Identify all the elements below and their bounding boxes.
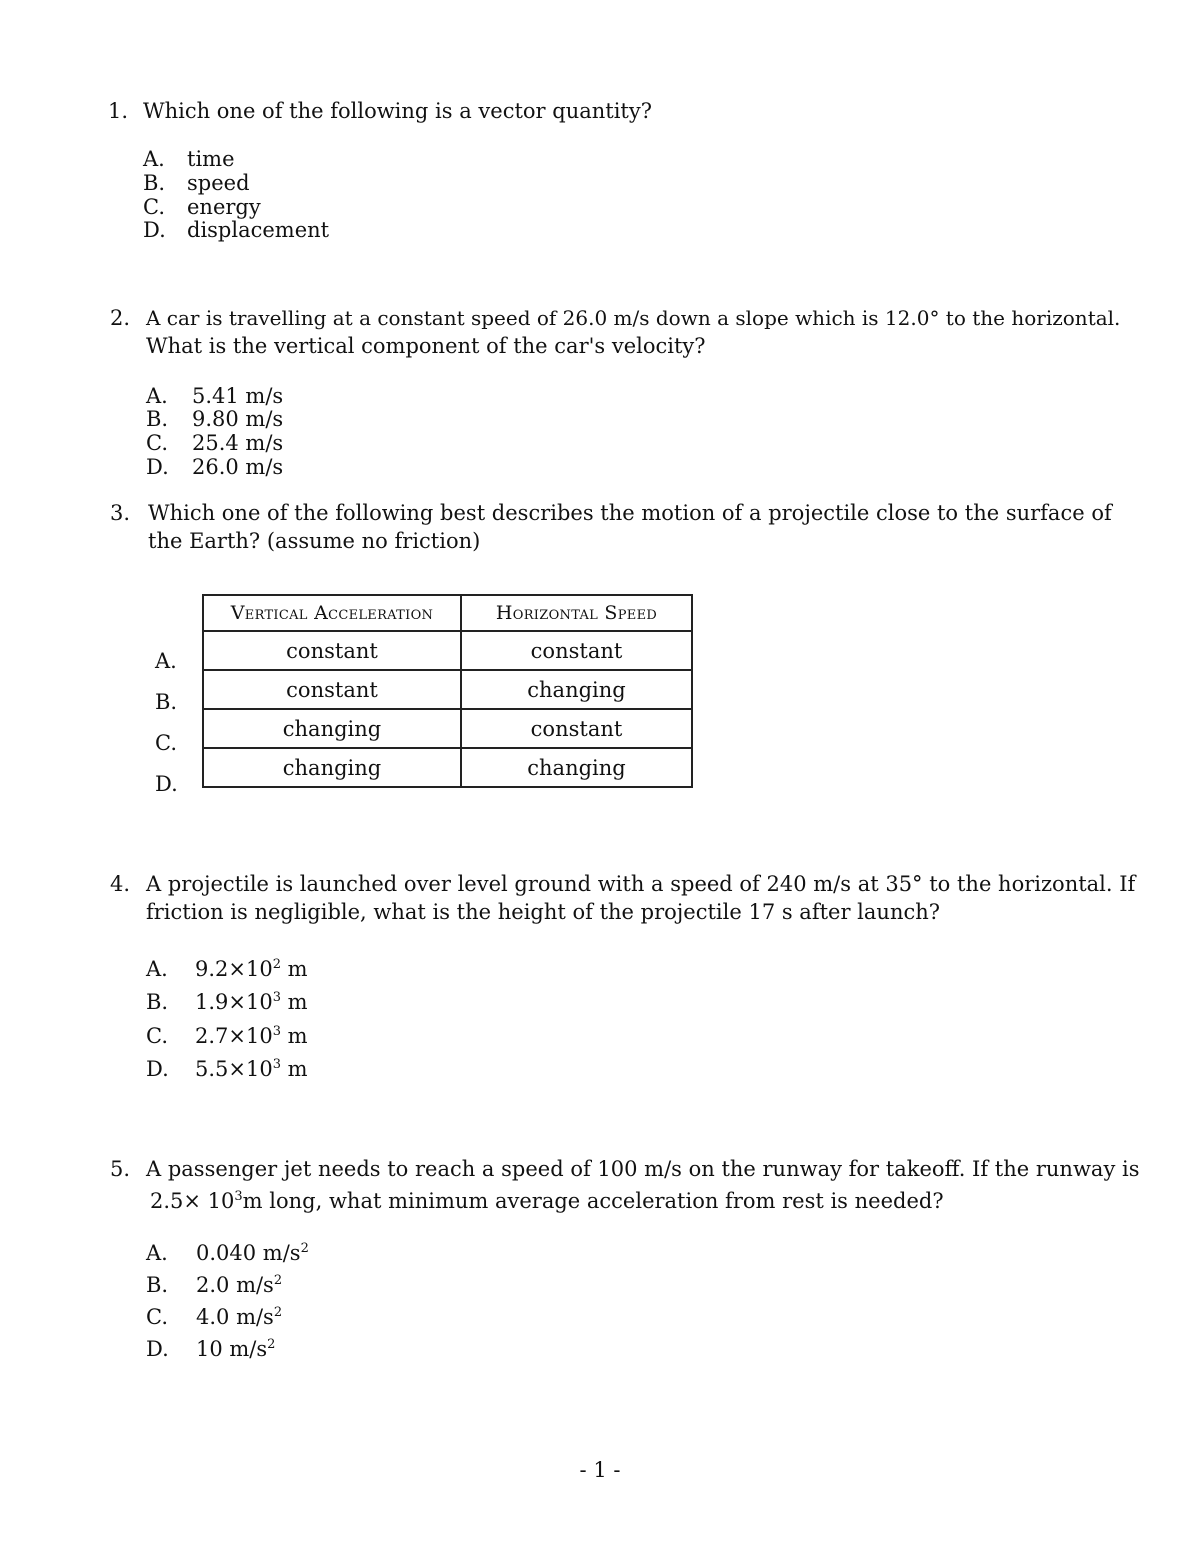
horizontal-cell: changing xyxy=(461,748,692,787)
option-c: C. 4.0 $m/s^2$ xyxy=(146,1305,283,1329)
vertical-cell: changing xyxy=(203,748,461,787)
question-number: 2. xyxy=(110,306,131,330)
question-text: friction is negligible, what is the height of the projectile 17 s after launch? xyxy=(146,900,941,924)
question-number: 5. xyxy=(110,1157,131,1181)
question-text: Which one of the following is a vector quantity? xyxy=(143,99,652,123)
table-header-row xyxy=(203,595,692,631)
page-number: - 1 - xyxy=(579,1458,621,1482)
option-b: B. speed xyxy=(143,171,250,195)
vertical-cell: constant xyxy=(203,631,461,670)
row-letter-c: C. xyxy=(155,731,177,755)
vertical-cell: constant xyxy=(203,670,461,709)
question-number: 3. xyxy=(110,501,131,525)
motion-table xyxy=(202,594,693,788)
table-row xyxy=(203,748,692,787)
row-letter-b: B. xyxy=(155,690,178,714)
option-d: D. displacement xyxy=(143,218,330,242)
row-letter-d: D. xyxy=(155,772,178,796)
row-letter-a: A. xyxy=(155,649,177,673)
option-c: C. energy xyxy=(143,195,261,219)
option-b: B. 9.80 m/s xyxy=(146,407,284,431)
horizontal-cell: changing xyxy=(461,670,692,709)
option-a: A. time xyxy=(143,147,235,171)
option-d: D. 10 $m/s^2$ xyxy=(146,1337,276,1361)
vertical-cell: changing xyxy=(203,709,461,748)
question-number: 1. xyxy=(108,99,129,123)
option-d: D. 26.0 m/s xyxy=(146,455,284,479)
header-horizontal-speed: Horizontal Speed xyxy=(461,595,692,631)
option-b: B. $1.9\times 10^3$ m xyxy=(146,990,308,1014)
table-row xyxy=(203,670,692,709)
option-d: D. $5.5\times 10^3$ m xyxy=(146,1057,308,1081)
option-c: C. $2.7\times 10^3$ m xyxy=(146,1024,308,1048)
horizontal-cell: constant xyxy=(461,631,692,670)
question-text: What is the vertical component of the car's velocity? xyxy=(146,334,706,358)
option-c: C. 25.4 m/s xyxy=(146,431,284,455)
option-a: A. 5.41 m/s xyxy=(146,384,284,408)
question-text: A passenger jet needs to reach a speed of 100 m/s on the runway for takeoff. If the runway is xyxy=(146,1157,1140,1181)
option-a: A. $9.2\times 10^2$ m xyxy=(146,957,308,981)
header-vertical-acceleration: Vertical Acceleration xyxy=(203,595,461,631)
table-row xyxy=(203,631,692,670)
question-number: 4. xyxy=(110,872,131,896)
question-text: $2.5\times 10^3m$ long, what minimum average acceleration from rest is needed? xyxy=(150,1189,944,1213)
option-a: A. 0.040 $m/s^2$ xyxy=(146,1241,309,1265)
question-text: the Earth? (assume no friction) xyxy=(148,529,481,553)
question-text: A projectile is launched over level ground with a speed of 240 m/s at 35° to the horizontal. If xyxy=(146,872,1136,896)
question-text: Which one of the following best describes the motion of a projectile close to the surface of xyxy=(148,501,1112,525)
horizontal-cell: constant xyxy=(461,709,692,748)
option-b: B. 2.0 $m/s^2$ xyxy=(146,1273,283,1297)
question-text: A car is travelling at a constant speed of 26.0 m/s down a slope which is 12.0° to the horizontal. xyxy=(146,306,1121,330)
table-row xyxy=(203,709,692,748)
